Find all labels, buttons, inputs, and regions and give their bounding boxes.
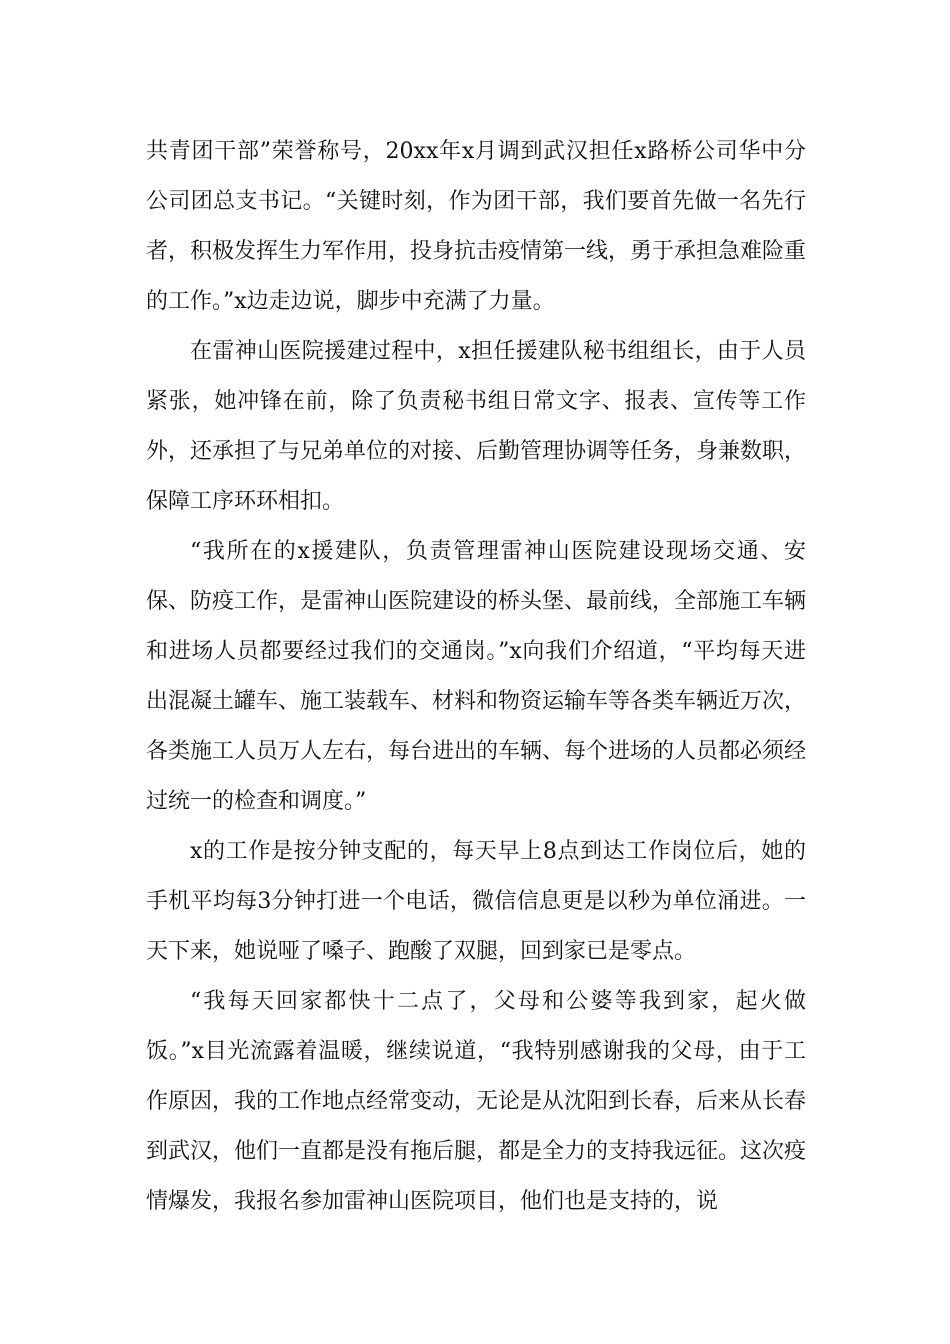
document-body: [146, 127, 806, 1227]
paragraph: 在雷神山医院援建过程中，x担任援建队秘书组组长，由于人员紧张，她冲锋在前，除了负责秘书组日常文字、报表、宣传等工作外，还承担了与兄弟单位的对接、后勤管理协调等任务，身兼数职，保障工序环环相扣。: [146, 339, 807, 514]
paragraph: x的工作是按分钟支配的，每天早上8点到达工作岗位后，她的手机平均每3分钟打进一个电话，微信信息更是以秒为单位涌进。一天下来，她说哑了嗓子、跑酸了双腿，回到家已是零点。: [146, 839, 806, 964]
paragraph: “我所在的x援建队，负责管理雷神山医院建设现场交通、安保、防疫工作，是雷神山医院建设的桥头堡、最前线，全部施工车辆和进场人员都要经过我们的交通岗。”x向我们介绍道，“平均每天进出混凝土罐车、施工装载车、材料和物资运输车等各类车辆近万次，各类施工人员万人左右，每台进出的车辆、每个进场的人员都必须经过统一的检查和调度。”: [146, 539, 807, 814]
paragraph: “我每天回家都快十二点了，父母和公婆等我到家，起火做饭。”x目光流露着温暖，继续说道，“我特别感谢我的父母，由于工作原因，我的工作地点经常变动，无论是从沈阳到长春，后来从长春到武汉，他们一直都是没有拖后腿，都是全力的支持我远征。这次疫情爆发，我报名参加雷神山医院项目，他们也是支持的，说: [146, 989, 807, 1214]
paragraph-continued: 共青团干部”荣誉称号，20xx年x月调到武汉担任x路桥公司华中分公司团总支书记。“关键时刻，作为团干部，我们要首先做一名先行者，积极发挥生力军作用，投身抗击疫情第一线，勇于承担急难险重的工作。”x边走边说，脚步中充满了力量。: [146, 139, 807, 314]
